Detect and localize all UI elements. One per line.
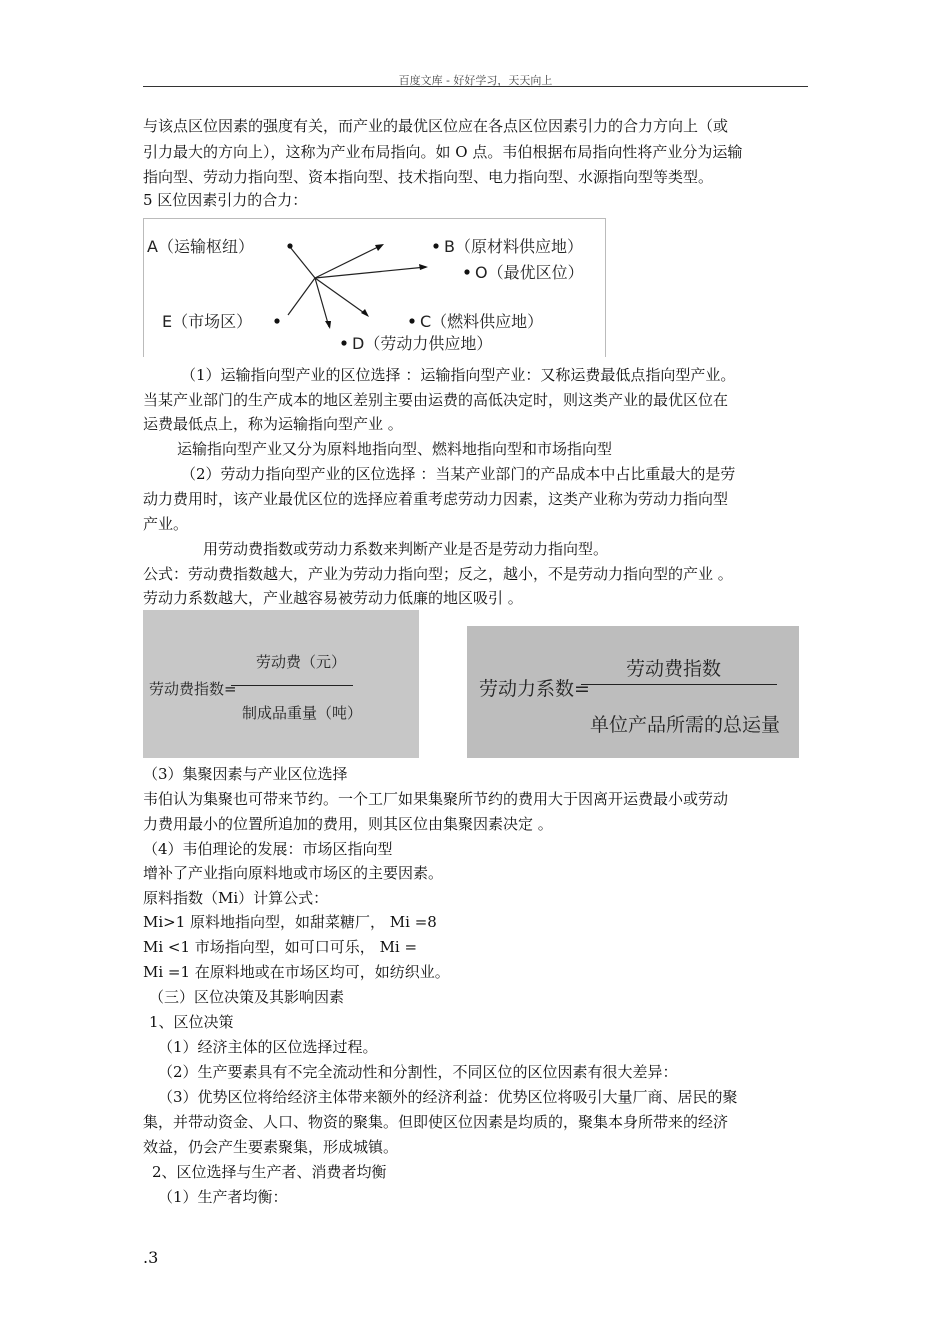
- paragraph-line: Mi =1 在原料地或在市场区均可，如纺织业。: [143, 963, 450, 981]
- section-heading: 2、区位选择与生产者、消费者均衡: [152, 1163, 387, 1181]
- point-o-icon: [464, 269, 469, 274]
- page-header: 百度文库 - 好好学习，天天向上: [398, 74, 553, 87]
- section-heading: 1、区位决策: [149, 1013, 234, 1031]
- label-c: C（燃料供应地）: [420, 312, 544, 331]
- paragraph-line: （1）生产者均衡：: [158, 1188, 288, 1206]
- paragraph-line: 效益，仍会产生要素聚集，形成城镇。: [143, 1138, 399, 1156]
- arrowhead-o-icon: [419, 264, 428, 270]
- point-a-icon: [287, 243, 292, 248]
- paragraph-line: 力费用最小的位置所追加的费用，则其区位由集聚因素决定 。: [143, 815, 553, 833]
- paragraph-line: （2）生产要素具有不完全流动性和分割性，不同区位的区位因素有很大差异：: [158, 1063, 678, 1081]
- paragraph-line: 指向型、劳动力指向型、资本指向型、技术指向型、电力指向型、水源指向型等类型。: [143, 168, 714, 186]
- paragraph-line: 用劳动费指数或劳动力系数来判断产业是否是劳动力指向型。: [203, 540, 609, 558]
- force-line-b: [315, 245, 382, 278]
- section-heading: （4）韦伯理论的发展：市场区指向型: [143, 840, 393, 858]
- paragraph-line: 原料指数（Mi）计算公式：: [143, 889, 329, 907]
- paragraph-line: 产业。: [143, 515, 189, 533]
- paragraph-line: Mi>1 原料地指向型，如甜菜糖厂， Mi =8: [143, 913, 437, 931]
- paragraph-line: 劳动力系数越大，产业越容易被劳动力低廉的地区吸引 。: [143, 589, 523, 607]
- point-b-icon: [433, 243, 438, 248]
- paragraph-line: 增补了产业指向原料地或市场区的主要因素。: [143, 864, 444, 882]
- paragraph-line: Mi <1 市场指向型，如可口可乐， Mi =: [143, 938, 418, 956]
- formula1-fraction-bar: [231, 685, 353, 686]
- section-heading: （3）集聚因素与产业区位选择: [143, 765, 348, 783]
- formula1-denominator: 制成品重量（吨）: [242, 704, 363, 722]
- arrowhead-c-icon: [361, 309, 369, 317]
- arrowhead-d-icon: [325, 321, 331, 329]
- label-e: E（市场区）: [162, 312, 253, 331]
- paragraph-line: （3）优势区位将给经济主体带来额外的经济利益：优势区位将吸引大量厂商、居民的聚: [158, 1088, 738, 1106]
- paragraph-line: （1）经济主体的区位选择过程。: [158, 1038, 378, 1056]
- label-b: B（原材料供应地）: [444, 237, 583, 256]
- arrowhead-b-icon: [375, 244, 384, 251]
- paragraph-line: 与该点区位因素的强度有关，而产业的最优区位应在各点区位因素引力的合力方向上（或: [143, 117, 729, 135]
- header-divider: [143, 86, 808, 87]
- section-heading: 5 区位因素引力的合力：: [143, 191, 308, 209]
- paragraph-line: 集，并带动资金、人口、物资的聚集。但即使区位因素是均质的，聚集本身所带来的经济: [143, 1113, 729, 1131]
- section-heading: （三）区位决策及其影响因素: [149, 988, 345, 1006]
- force-line-e: [288, 278, 315, 315]
- paragraph-line: 引力最大的方向上），这称为产业布局指向。如 O 点。韦伯根据布局指向性将产业分为运输: [143, 143, 743, 161]
- paragraph-line: 当某产业部门的生产成本的地区差别主要由运费的高低决定时，则这类产业的最优区位在: [143, 391, 729, 409]
- label-d: D（劳动力供应地）: [352, 334, 493, 353]
- paragraph-line: 运费最低点上，称为运输指向型产业 。: [143, 415, 403, 433]
- formula1-numerator: 劳动费（元）: [256, 653, 347, 671]
- paragraph-line: （1）运输指向型产业的区位选择 ：运输指向型产业：又称运费最低点指向型产业。: [181, 366, 736, 384]
- labor-cost-index-formula: [143, 610, 419, 758]
- force-line-o: [315, 267, 426, 278]
- formula2-lhs: 劳动力系数=: [479, 678, 590, 700]
- page-number: .3: [143, 1248, 159, 1267]
- force-line-a: [290, 247, 315, 278]
- formula2-numerator: 劳动费指数: [626, 658, 722, 680]
- paragraph-line: 公式：劳动费指数越大，产业为劳动力指向型；反之，越小，不是劳动力指向型的产业 。: [143, 565, 733, 583]
- point-d-icon: [341, 340, 346, 345]
- formula2-fraction-bar: [581, 684, 777, 685]
- point-e-icon: [274, 318, 279, 323]
- paragraph-line: （2）劳动力指向型产业的区位选择 ：当某产业部门的产品成本中占比重最大的是劳: [181, 465, 736, 483]
- force-line-d: [315, 278, 329, 327]
- formula1-lhs: 劳动费指数=: [149, 680, 237, 698]
- force-line-c: [315, 278, 367, 315]
- label-o: O（最优区位）: [475, 263, 584, 282]
- labor-coefficient-formula: [467, 626, 799, 758]
- location-factor-diagram: [143, 218, 606, 357]
- formula2-denominator: 单位产品所需的总运量: [590, 714, 781, 736]
- paragraph-line: 动力费用时，该产业最优区位的选择应着重考虑劳动力因素，这类产业称为劳动力指向型: [143, 490, 729, 508]
- point-c-icon: [409, 318, 414, 323]
- paragraph-line: 韦伯认为集聚也可带来节约。一个工厂如果集聚所节约的费用大于因离开运费最小或劳动: [143, 790, 729, 808]
- paragraph-line: 运输指向型产业又分为原料地指向型、燃料地指向型和市场指向型: [177, 440, 613, 458]
- label-a: A（运输枢纽）: [147, 237, 254, 256]
